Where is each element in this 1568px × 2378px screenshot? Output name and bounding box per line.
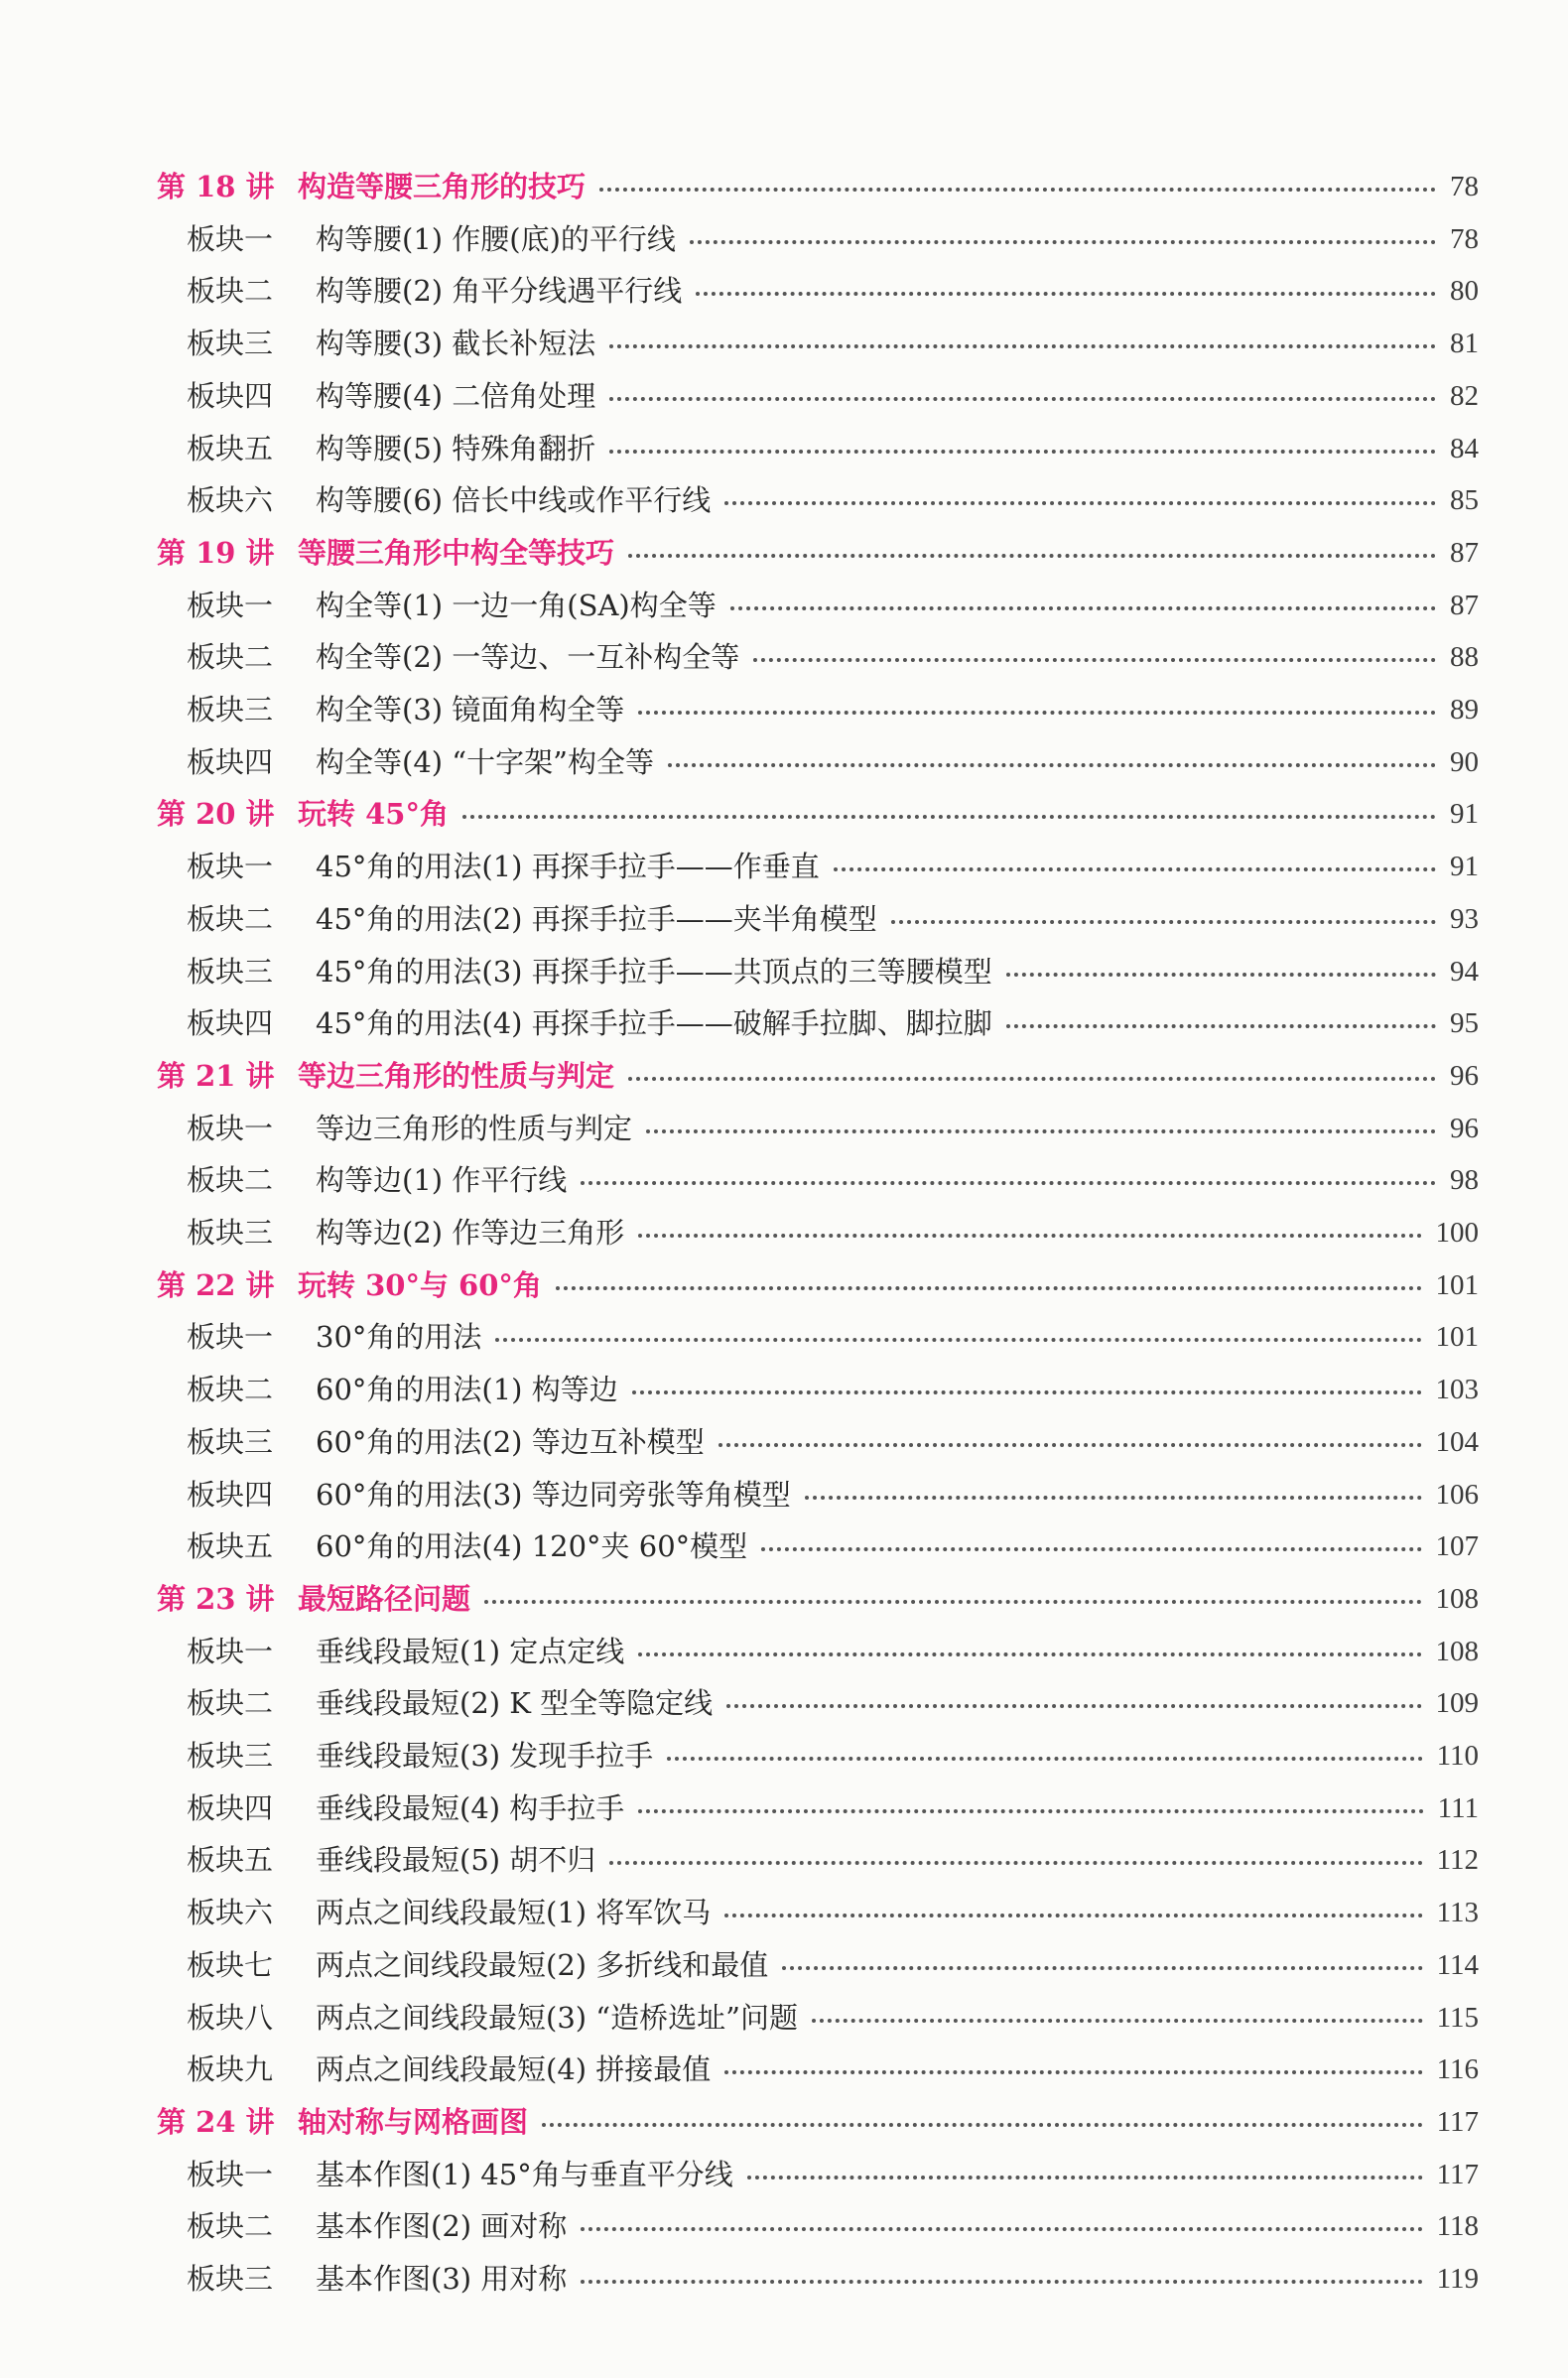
toc-entry-label: 板块四 [187,1477,274,1512]
toc-entry-title: 构全等(2) 一等边、一互补构全等 [316,640,740,675]
toc-entry-label: 板块一 [187,1111,274,1145]
toc-leader-dots [834,867,1436,871]
toc-page-number: 91 [1450,798,1479,831]
toc-leader-dots [628,1077,1436,1081]
toc-entry-label: 第 24 讲 [157,2104,275,2139]
toc-entry-title: 垂线段最短(2) K 型全等隐定线 [316,1686,714,1721]
toc-entry-title: 构等腰(3) 截长补短法 [316,327,596,361]
toc-section-row [0,1472,1568,1518]
toc-leader-dots [638,1652,1422,1656]
toc-entry-label: 板块三 [187,1424,274,1459]
toc-section-row [0,634,1568,680]
toc-entry-title: 构等腰(1) 作腰(底)的平行线 [316,221,676,256]
toc-leader-dots [696,292,1436,296]
toc-page-number: 93 [1450,902,1479,935]
toc-section-row [0,583,1568,628]
toc-entry-label: 板块五 [187,1843,274,1878]
toc-entry-label: 第 23 讲 [157,1581,275,1616]
toc-entry-title: 等腰三角形中构全等技巧 [298,535,615,570]
toc-page-number: 90 [1450,745,1479,778]
toc-section-row [0,2047,1568,2092]
toc-leader-dots [730,606,1436,610]
toc-entry-title: 等边三角形的性质与判定 [298,1058,615,1093]
toc-leader-dots [581,2280,1423,2284]
toc-page-number: 104 [1435,1425,1479,1458]
toc-entry-title: 60°角的用法(3) 等边同旁张等角模型 [316,1477,791,1512]
toc-entry-title: 两点之间线段最短(2) 多折线和最值 [316,1947,769,1982]
toc-page-number: 82 [1450,379,1479,412]
toc-entry-label: 板块六 [187,483,274,518]
toc-section-row [0,1942,1568,1988]
toc-entry-label: 第 18 讲 [157,170,275,203]
toc-leader-dots [646,1129,1436,1133]
toc-leader-dots [667,1757,1423,1761]
toc-page-number: 81 [1450,328,1479,360]
toc-entry-label: 板块二 [187,1163,274,1198]
toc-page-number: 113 [1436,1897,1479,1929]
toc-leader-dots [724,1914,1423,1917]
toc-page-number: 95 [1450,1007,1479,1040]
toc-entry-title: 构等边(2) 作等边三角形 [316,1216,625,1250]
toc-page-number: 119 [1436,2263,1479,2295]
toc-entry-label: 板块一 [187,1634,274,1668]
toc-page-number: 103 [1435,1374,1479,1406]
toc-entry-title: 玩转 30°与 60°角 [298,1267,542,1302]
toc-entry-title: 45°角的用法(1) 再探手拉手——作垂直 [316,850,820,884]
toc-section-row [0,1106,1568,1151]
toc-page-number: 96 [1450,1112,1479,1144]
toc-leader-dots [609,344,1436,348]
toc-page-number: 100 [1435,1217,1479,1249]
toc-leader-dots [495,1338,1422,1342]
toc-page-number: 91 [1450,851,1479,883]
toc-section-row [0,1210,1568,1255]
toc-leader-dots [761,1547,1422,1551]
toc-leader-dots [628,554,1436,558]
toc-entry-title: 60°角的用法(4) 120°夹 60°模型 [316,1529,748,1564]
toc-section-row [0,687,1568,732]
toc-leader-dots [668,763,1436,767]
toc-page-number: 111 [1437,1791,1479,1824]
toc-page-number: 117 [1436,2158,1479,2190]
toc-entry-title: 最短路径问题 [298,1581,471,1616]
toc-entry-title: 垂线段最短(1) 定点定线 [316,1634,625,1668]
toc-leader-dots [581,1181,1436,1185]
toc-leader-dots [632,1390,1422,1394]
toc-page-number: 78 [1450,171,1479,202]
toc-page-number: 85 [1450,484,1479,517]
toc-entry-title: 垂线段最短(4) 构手拉手 [316,1790,625,1825]
toc-page-number: 114 [1436,1948,1479,1981]
toc-section-row [0,949,1568,994]
toc-lecture-row [0,164,1568,209]
toc-page-number: 110 [1436,1740,1479,1772]
toc-entry-title: 基本作图(1) 45°角与垂直平分线 [316,2157,733,2191]
toc-section-row [0,1733,1568,1779]
toc-section-row [0,2203,1568,2249]
toc-section-row [0,1367,1568,1412]
toc-entry-label: 板块八 [187,2000,274,2035]
toc-section-row [0,1680,1568,1726]
toc-page-number: 80 [1450,275,1479,308]
toc-entry-label: 板块一 [187,221,274,256]
toc-entry-label: 板块三 [187,1739,274,1773]
toc-entry-title: 两点之间线段最短(1) 将军饮马 [316,1896,712,1930]
toc-entry-label: 板块四 [187,1006,274,1041]
toc-page-number: 101 [1435,1268,1479,1301]
toc-page-number: 87 [1450,536,1479,569]
toc-lecture-row [0,1053,1568,1099]
toc-entry-title: 垂线段最短(5) 胡不归 [316,1843,596,1878]
toc-entry-label: 板块二 [187,640,274,675]
toc-entry-title: 轴对称与网格画图 [298,2104,529,2139]
toc-entry-label: 板块三 [187,693,274,727]
toc-entry-label: 板块一 [187,850,274,884]
toc-section-row [0,1000,1568,1046]
toc-entry-label: 板块一 [187,588,274,622]
toc-entry-label: 板块三 [187,327,274,361]
toc-leader-dots [724,501,1436,505]
toc-leader-dots [690,240,1436,244]
toc-entry-label: 板块二 [187,2209,274,2244]
toc-leader-dots [581,2227,1423,2231]
toc-section-row [0,2256,1568,2302]
toc-page-number: 118 [1436,2210,1479,2243]
toc-entry-title: 等边三角形的性质与判定 [316,1111,633,1145]
toc-page-number: 87 [1450,589,1479,621]
toc-entry-title: 60°角的用法(2) 等边互补模型 [316,1424,705,1459]
toc-entry-label: 板块九 [187,2052,274,2087]
toc-lecture-row [0,1576,1568,1622]
toc-leader-dots [724,2070,1423,2074]
toc-page-number: 112 [1436,1844,1479,1877]
toc-entry-title: 45°角的用法(2) 再探手拉手——夹半角模型 [316,901,877,936]
toc-section-row [0,216,1568,262]
toc-leader-dots [609,397,1436,401]
toc-entry-label: 板块五 [187,431,274,465]
toc-entry-label: 板块二 [187,1373,274,1407]
toc-leader-dots [599,188,1436,192]
toc-page-number: 78 [1450,222,1479,255]
toc-page-number: 106 [1435,1478,1479,1511]
toc-leader-dots [462,815,1436,819]
toc-section-row [0,321,1568,366]
toc-entry-title: 构全等(4) “十字架”构全等 [316,744,654,779]
toc-leader-dots [782,1966,1423,1970]
toc-leader-dots [638,1809,1424,1813]
toc-leader-dots [542,2123,1423,2127]
toc-section-row [0,739,1568,785]
toc-leader-dots [753,658,1436,662]
toc-leader-dots [1006,973,1436,977]
toc-section-row [0,1995,1568,2041]
toc-leader-dots [726,1704,1422,1708]
toc-section-row [0,1314,1568,1360]
toc-leader-dots [1006,1024,1436,1028]
toc-section-row [0,1785,1568,1831]
toc-section-row [0,373,1568,419]
toc-section-row [0,2152,1568,2197]
toc-page-number: 88 [1450,641,1479,674]
toc-leader-dots [805,1496,1422,1500]
toc-section-row [0,1523,1568,1569]
toc-entry-title: 30°角的用法 [316,1320,482,1355]
toc-entry-title: 45°角的用法(3) 再探手拉手——共顶点的三等腰模型 [316,954,992,989]
toc-entry-label: 板块四 [187,378,274,413]
toc-page-number: 108 [1435,1582,1479,1615]
toc-page-number: 101 [1435,1321,1479,1354]
toc-leader-dots [719,1443,1422,1447]
toc-entry-label: 板块一 [187,1320,274,1355]
toc-entry-title: 45°角的用法(4) 再探手拉手——破解手拉脚、脚拉脚 [316,1006,992,1041]
toc-page-number: 96 [1450,1059,1479,1092]
toc-entry-label: 板块一 [187,2157,274,2191]
toc-section-row [0,477,1568,523]
toc-leader-dots [638,1234,1422,1238]
toc-entry-label: 第 21 讲 [157,1058,275,1093]
toc-page-number: 116 [1436,2053,1479,2086]
toc-entry-label: 板块四 [187,1790,274,1825]
toc-leader-dots [609,450,1436,454]
toc-section-row [0,844,1568,889]
toc-entry-title: 基本作图(2) 画对称 [316,2209,568,2244]
toc-section-row [0,268,1568,314]
toc-section-row [0,1837,1568,1883]
toc-entry-title: 构等腰(4) 二倍角处理 [316,378,596,413]
toc-entry-label: 板块六 [187,1896,274,1930]
toc-entry-title: 构等边(1) 作平行线 [316,1163,568,1198]
toc-leader-dots [747,2176,1423,2180]
toc-entry-title: 玩转 45°角 [298,797,449,832]
toc-lecture-row [0,791,1568,837]
toc-entry-label: 第 20 讲 [157,797,275,832]
toc-entry-label: 板块三 [187,2262,274,2296]
toc-entry-label: 板块三 [187,1216,274,1250]
toc-entry-title: 基本作图(3) 用对称 [316,2262,568,2296]
toc-entry-label: 板块四 [187,744,274,779]
toc-lecture-row [0,2099,1568,2145]
toc-section-row [0,426,1568,471]
toc-leader-dots [484,1600,1422,1604]
toc-entry-title: 两点之间线段最短(3) “造桥选址”问题 [316,2000,798,2035]
toc-entry-label: 板块二 [187,1686,274,1721]
toc-page-number: 109 [1435,1687,1479,1720]
toc-leader-dots [638,711,1436,715]
toc-leader-dots [812,2019,1423,2023]
toc-section-row [0,1157,1568,1203]
toc-page-number: 84 [1450,432,1479,464]
toc-entry-title: 构等腰(6) 倍长中线或作平行线 [316,483,712,518]
toc-page-number: 108 [1435,1635,1479,1667]
toc-section-row [0,1629,1568,1674]
toc-lecture-row [0,530,1568,576]
toc-page-number: 98 [1450,1164,1479,1197]
toc-entry-label: 板块五 [187,1529,274,1564]
toc-section-row [0,1890,1568,1935]
toc-leader-dots [556,1286,1422,1290]
toc-entry-label: 板块二 [187,274,274,309]
toc-entry-title: 构等腰(5) 特殊角翻折 [316,431,596,465]
toc-page-number: 117 [1436,2105,1479,2138]
toc-lecture-row [0,1262,1568,1308]
toc-entry-title: 构全等(1) 一边一角(SA)构全等 [316,588,717,622]
toc-page-number: 107 [1435,1530,1479,1563]
toc-entry-title: 构等腰(2) 角平分线遇平行线 [316,274,683,309]
toc-section-row [0,896,1568,942]
toc-entry-label: 板块七 [187,1947,274,1982]
toc-entry-label: 第 19 讲 [157,535,275,570]
toc-entry-title: 60°角的用法(1) 构等边 [316,1373,618,1407]
toc-page-number: 115 [1436,2001,1479,2034]
toc-entry-label: 板块三 [187,954,274,989]
toc-leader-dots [609,1861,1423,1865]
toc-page-number: 94 [1450,955,1479,988]
toc-entry-title: 垂线段最短(3) 发现手拉手 [316,1739,654,1773]
toc-leader-dots [891,920,1436,924]
toc-entry-title: 构全等(3) 镜面角构全等 [316,693,625,727]
toc-section-row [0,1419,1568,1465]
toc-entry-label: 第 22 讲 [157,1267,275,1302]
toc-entry-title: 两点之间线段最短(4) 拼接最值 [316,2052,712,2087]
toc-page-number: 89 [1450,694,1479,726]
toc-entry-label: 板块二 [187,901,274,936]
toc-entry-title: 构造等腰三角形的技巧 [298,170,587,203]
